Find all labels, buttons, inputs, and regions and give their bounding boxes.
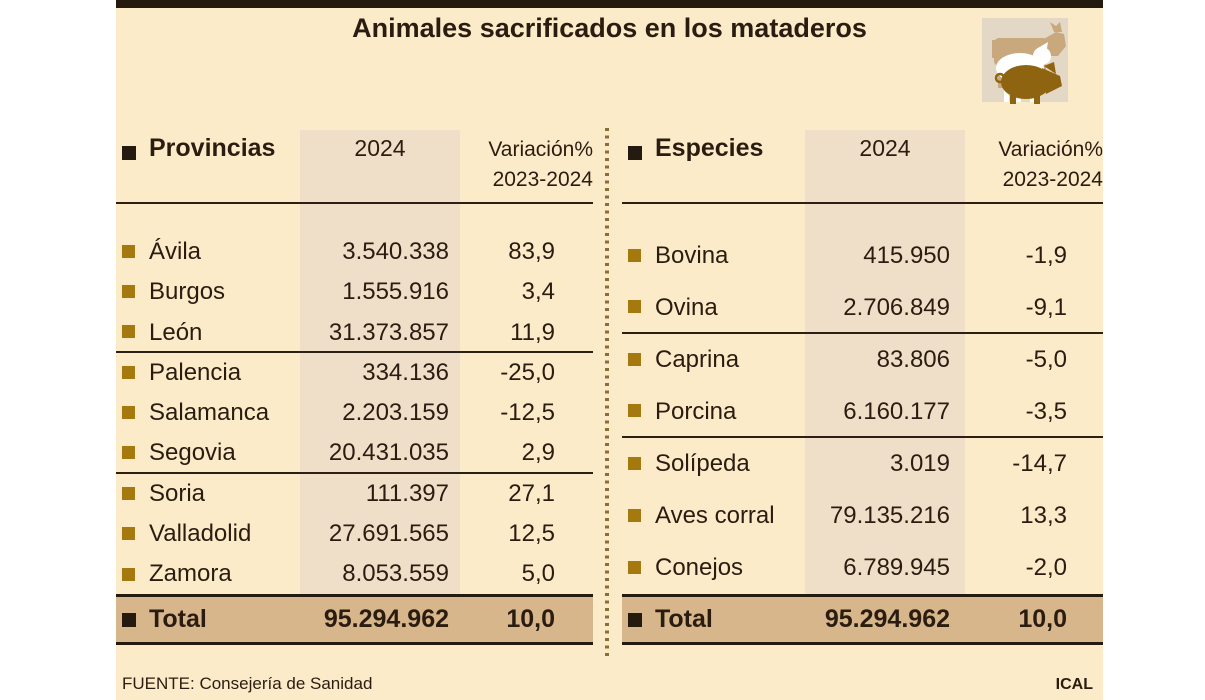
row-value-2024: 31.373.857 bbox=[328, 318, 449, 346]
total-row bbox=[116, 594, 593, 645]
row-bullet-icon bbox=[122, 406, 135, 419]
table-row bbox=[116, 272, 593, 312]
row-variation: -2,0 bbox=[1025, 554, 1067, 581]
row-value-2024: 8.053.559 bbox=[342, 560, 449, 588]
row-value-2024: 6.160.177 bbox=[843, 398, 950, 425]
row-bullet-icon bbox=[122, 568, 135, 581]
row-label: Salamanca bbox=[149, 399, 270, 427]
row-variation: 27,1 bbox=[508, 479, 555, 507]
credit-note: ICAL bbox=[1055, 676, 1093, 693]
row-bullet-icon bbox=[122, 245, 135, 258]
row-value-2024: 334.136 bbox=[362, 358, 449, 386]
table-row bbox=[116, 313, 593, 353]
row-bullet-icon bbox=[122, 366, 135, 379]
table-title: Provincias bbox=[149, 134, 276, 162]
table-row bbox=[622, 386, 1103, 438]
row-variation: -25,0 bbox=[500, 358, 555, 386]
row-label: Bovina bbox=[655, 242, 729, 269]
total-variation: 10,0 bbox=[506, 605, 555, 633]
row-variation: 5,0 bbox=[521, 560, 555, 588]
source-note: FUENTE: Consejería de Sanidad bbox=[122, 674, 373, 693]
row-label: Valladolid bbox=[149, 520, 252, 548]
table-row bbox=[622, 438, 1103, 490]
table-header bbox=[622, 130, 1103, 204]
table-row bbox=[116, 474, 593, 514]
row-bullet-icon bbox=[628, 300, 641, 313]
row-value-2024: 3.019 bbox=[889, 450, 950, 477]
row-bullet-icon bbox=[122, 325, 135, 338]
row-variation: 13,3 bbox=[1020, 502, 1067, 529]
row-value-2024: 1.555.916 bbox=[342, 278, 449, 306]
row-value-2024: 83.806 bbox=[876, 346, 950, 373]
row-label: Conejos bbox=[655, 554, 744, 581]
row-label: Burgos bbox=[149, 278, 226, 306]
total-label: Total bbox=[149, 605, 207, 633]
total-row bbox=[622, 594, 1103, 645]
row-label: Ávila bbox=[149, 238, 202, 265]
content-panel bbox=[116, 0, 1103, 700]
row-variation: -14,7 bbox=[1012, 450, 1067, 477]
table-row bbox=[622, 542, 1103, 594]
row-bullet-icon bbox=[628, 353, 641, 366]
row-bullet-icon bbox=[122, 285, 135, 298]
row-bullet-icon bbox=[628, 457, 641, 470]
row-label: Soria bbox=[149, 479, 206, 507]
row-variation: 83,9 bbox=[508, 238, 555, 265]
row-label: Solípeda bbox=[655, 450, 750, 477]
top-bar bbox=[116, 0, 1103, 8]
row-variation: -3,5 bbox=[1025, 398, 1067, 425]
header-bullet-icon bbox=[122, 146, 136, 160]
table-row bbox=[116, 514, 593, 554]
row-value-2024: 79.135.216 bbox=[829, 502, 950, 529]
row-variation: 12,5 bbox=[508, 520, 555, 548]
species-table bbox=[622, 130, 1103, 651]
row-value-2024: 20.431.035 bbox=[328, 439, 449, 467]
row-variation: 2,9 bbox=[521, 439, 555, 467]
row-bullet-icon bbox=[628, 509, 641, 522]
total-bullet-icon bbox=[122, 613, 136, 627]
row-bullet-icon bbox=[628, 249, 641, 262]
row-label: León bbox=[149, 318, 203, 346]
table-rows bbox=[622, 204, 1103, 594]
year-column-header: 2024 bbox=[354, 135, 406, 161]
table-row bbox=[622, 334, 1103, 386]
row-value-2024: 3.540.338 bbox=[342, 238, 449, 265]
row-variation: -9,1 bbox=[1025, 294, 1067, 321]
row-variation: -5,0 bbox=[1025, 346, 1067, 373]
year-column-header: 2024 bbox=[859, 135, 911, 161]
table-row bbox=[116, 393, 593, 433]
table-row bbox=[622, 230, 1103, 282]
row-variation: -12,5 bbox=[500, 399, 555, 427]
table-row bbox=[622, 490, 1103, 542]
total-bullet-icon bbox=[628, 613, 642, 627]
row-label: Zamora bbox=[149, 560, 232, 588]
row-bullet-icon bbox=[122, 446, 135, 459]
table-rows bbox=[116, 204, 593, 595]
row-variation: -1,9 bbox=[1025, 242, 1067, 269]
header-bullet-icon bbox=[628, 146, 642, 160]
table-title: Especies bbox=[655, 134, 764, 162]
row-value-2024: 111.397 bbox=[365, 479, 449, 507]
table-row bbox=[116, 554, 593, 594]
row-label: Ovina bbox=[655, 294, 718, 321]
table-row bbox=[116, 232, 593, 272]
total-label: Total bbox=[655, 605, 713, 633]
dotted-divider bbox=[605, 128, 609, 660]
livestock-logo-icon bbox=[982, 15, 1074, 107]
row-bullet-icon bbox=[122, 527, 135, 540]
total-variation: 10,0 bbox=[1018, 605, 1067, 633]
variation-column-header: Variación% 2023-2024 bbox=[998, 138, 1103, 192]
row-value-2024: 27.691.565 bbox=[328, 520, 449, 548]
row-label: Caprina bbox=[655, 346, 740, 373]
row-label: Aves corral bbox=[655, 502, 775, 529]
table-row bbox=[622, 282, 1103, 334]
row-variation: 3,4 bbox=[521, 278, 555, 306]
row-value-2024: 6.789.945 bbox=[843, 554, 950, 581]
row-value-2024: 2.706.849 bbox=[843, 294, 950, 321]
total-value-2024: 95.294.962 bbox=[824, 605, 950, 633]
row-label: Porcina bbox=[655, 398, 737, 425]
table-row bbox=[116, 353, 593, 393]
row-label: Palencia bbox=[149, 358, 242, 386]
table-row bbox=[116, 433, 593, 473]
row-label: Segovia bbox=[149, 439, 236, 467]
row-bullet-icon bbox=[122, 487, 135, 500]
variation-column-header: Variación% 2023-2024 bbox=[488, 138, 593, 192]
row-value-2024: 2.203.159 bbox=[342, 399, 449, 427]
row-bullet-icon bbox=[628, 404, 641, 417]
provinces-table bbox=[116, 130, 593, 651]
row-variation: 11,9 bbox=[510, 318, 555, 346]
total-value-2024: 95.294.962 bbox=[323, 605, 449, 633]
page-title: Animales sacrificados en los mataderos bbox=[352, 13, 867, 43]
table-header bbox=[116, 130, 593, 204]
row-bullet-icon bbox=[628, 561, 641, 574]
row-value-2024: 415.950 bbox=[863, 242, 950, 269]
